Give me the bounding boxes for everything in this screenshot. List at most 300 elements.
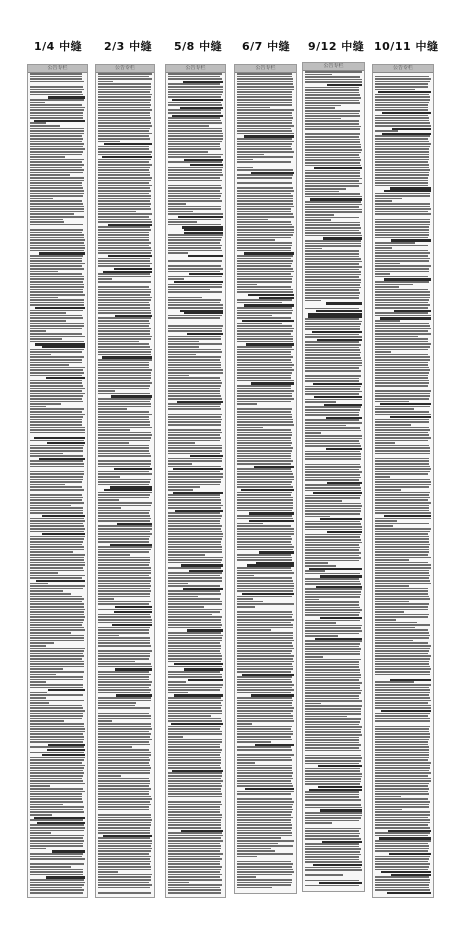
text-line xyxy=(30,663,84,665)
text-line xyxy=(375,276,428,278)
text-line xyxy=(30,133,84,135)
text-line xyxy=(98,416,149,418)
text-line xyxy=(168,624,222,626)
text-line xyxy=(30,78,82,80)
text-line xyxy=(305,776,362,778)
column-header: 公告专栏 xyxy=(303,63,364,71)
text-line xyxy=(305,804,361,806)
text-line xyxy=(237,533,294,535)
text-line xyxy=(30,564,85,566)
text-line xyxy=(168,606,204,608)
text-line xyxy=(375,486,429,488)
text-line xyxy=(237,837,281,839)
text-line xyxy=(375,861,428,863)
text-line xyxy=(237,494,291,496)
text-line xyxy=(98,525,152,527)
text-line xyxy=(30,882,85,884)
text-line xyxy=(375,525,393,527)
text-line xyxy=(168,861,220,863)
text-line xyxy=(98,382,152,384)
text-line xyxy=(30,403,61,405)
text-line xyxy=(375,611,404,613)
text-line xyxy=(168,421,221,423)
text-line xyxy=(305,711,361,713)
text-line xyxy=(305,799,361,801)
text-line xyxy=(30,544,82,546)
text-line xyxy=(98,614,150,616)
text-line xyxy=(237,232,294,234)
text-line xyxy=(237,193,291,195)
text-line xyxy=(237,700,293,702)
text-line xyxy=(98,122,151,124)
text-line xyxy=(98,637,150,639)
text-line xyxy=(305,323,361,325)
text-line xyxy=(305,92,359,94)
text-line xyxy=(375,258,430,260)
text-line xyxy=(237,775,292,777)
text-line xyxy=(30,780,83,782)
text-line xyxy=(375,835,428,837)
text-line xyxy=(30,570,84,572)
text-line xyxy=(30,369,83,371)
text-line xyxy=(168,206,221,208)
text-line xyxy=(237,385,291,387)
text-line xyxy=(98,128,150,130)
text-line xyxy=(98,377,151,379)
text-line xyxy=(98,879,151,881)
text-line xyxy=(305,471,362,473)
text-line xyxy=(237,645,293,647)
text-line xyxy=(375,237,428,239)
text-line xyxy=(305,375,361,377)
text-line xyxy=(98,889,152,891)
text-line xyxy=(98,187,150,189)
text-line xyxy=(168,146,220,148)
text-line xyxy=(375,707,431,709)
text-line xyxy=(375,325,430,327)
text-line xyxy=(98,367,149,369)
text-line xyxy=(375,182,428,184)
text-line xyxy=(98,411,149,413)
text-line xyxy=(237,128,291,130)
text-line xyxy=(98,710,152,712)
text-line xyxy=(168,128,222,130)
text-line xyxy=(30,86,83,88)
text-line xyxy=(237,845,293,847)
text-line xyxy=(30,122,46,124)
text-line xyxy=(30,770,83,772)
text-line xyxy=(168,294,223,296)
text-line xyxy=(237,723,252,725)
text-line xyxy=(98,406,151,408)
text-line xyxy=(168,388,220,390)
text-line xyxy=(30,198,53,200)
text-line xyxy=(30,583,48,585)
text-line xyxy=(305,583,361,585)
text-line xyxy=(237,416,292,418)
text-line xyxy=(168,359,220,361)
text-line xyxy=(168,726,221,728)
text-line xyxy=(375,232,429,234)
text-line xyxy=(98,453,150,455)
text-line xyxy=(305,461,362,463)
text-line xyxy=(375,622,417,624)
text-line xyxy=(168,382,222,384)
text-line xyxy=(98,661,135,663)
text-line xyxy=(375,811,430,813)
text-line xyxy=(237,94,292,96)
text-line xyxy=(375,242,415,244)
text-line xyxy=(30,843,83,845)
text-line xyxy=(168,271,220,273)
text-line xyxy=(375,250,428,252)
text-line xyxy=(237,86,294,88)
text-line xyxy=(30,481,82,483)
text-line xyxy=(305,544,359,546)
text-line xyxy=(237,226,294,228)
text-line xyxy=(168,715,211,717)
text-line xyxy=(305,401,336,403)
text-line xyxy=(30,440,84,442)
text-line xyxy=(375,577,429,579)
text-line xyxy=(237,726,292,728)
text-line xyxy=(168,486,200,488)
text-line xyxy=(305,495,361,497)
text-line xyxy=(30,117,83,119)
text-line xyxy=(30,606,84,608)
text-line xyxy=(168,372,223,374)
text-line xyxy=(305,594,361,596)
text-line xyxy=(237,767,292,769)
text-line xyxy=(168,791,221,793)
text-line xyxy=(168,250,222,252)
text-line xyxy=(30,73,82,75)
text-line xyxy=(98,720,112,722)
text-line xyxy=(375,125,431,127)
text-line xyxy=(305,703,321,705)
text-line xyxy=(375,107,428,109)
text-line xyxy=(375,533,428,535)
text-line xyxy=(237,499,293,501)
text-line xyxy=(168,476,223,478)
text-line xyxy=(30,874,83,876)
text-line xyxy=(375,156,429,158)
text-line xyxy=(375,476,390,478)
text-line xyxy=(98,115,150,117)
text-line xyxy=(30,879,84,881)
text-line xyxy=(98,245,149,247)
text-line xyxy=(237,109,294,111)
notice-column-10-11 xyxy=(372,64,434,898)
text-line xyxy=(98,736,150,738)
text-line xyxy=(387,892,431,894)
text-line xyxy=(237,291,293,293)
text-line xyxy=(237,619,294,621)
text-line xyxy=(168,531,222,533)
text-line xyxy=(98,232,149,234)
text-line xyxy=(237,138,292,140)
text-line xyxy=(30,180,84,182)
text-line xyxy=(30,531,84,533)
text-line xyxy=(168,593,221,595)
text-line xyxy=(98,856,151,858)
text-line xyxy=(30,161,82,163)
text-line xyxy=(375,531,430,533)
text-line xyxy=(305,380,359,382)
text-line xyxy=(168,702,221,704)
text-line xyxy=(168,884,222,886)
text-line xyxy=(168,286,222,288)
text-line xyxy=(237,198,293,200)
text-line xyxy=(168,276,222,278)
text-line xyxy=(237,752,294,754)
text-line xyxy=(30,408,84,410)
text-line xyxy=(98,182,149,184)
column-text-body xyxy=(375,73,431,895)
text-line xyxy=(375,479,430,481)
text-line xyxy=(168,827,221,829)
text-line xyxy=(237,276,293,278)
text-line xyxy=(30,388,85,390)
text-line xyxy=(168,307,223,309)
notice-column-5-8 xyxy=(165,64,226,898)
text-line xyxy=(305,742,359,744)
text-line xyxy=(237,325,292,327)
text-line xyxy=(375,671,430,673)
text-line xyxy=(168,234,223,236)
text-line xyxy=(30,765,85,767)
text-line xyxy=(237,715,293,717)
text-line xyxy=(305,625,362,627)
text-line xyxy=(237,637,293,639)
text-line xyxy=(305,503,361,505)
text-line xyxy=(305,516,330,518)
text-line xyxy=(237,289,293,291)
text-line xyxy=(305,206,359,208)
text-line xyxy=(237,432,292,434)
text-line xyxy=(168,518,221,520)
text-line xyxy=(305,245,361,247)
text-line xyxy=(98,827,150,829)
text-line xyxy=(30,858,85,860)
text-line xyxy=(48,689,85,691)
text-line xyxy=(237,588,294,590)
text-line xyxy=(375,177,428,179)
text-line xyxy=(168,772,222,774)
text-line xyxy=(168,817,222,819)
text-line xyxy=(375,806,429,808)
text-line xyxy=(375,333,431,335)
text-line xyxy=(237,887,272,889)
text-line xyxy=(237,203,293,205)
text-line xyxy=(375,728,429,730)
text-line xyxy=(305,601,359,603)
text-line xyxy=(30,302,84,304)
text-line xyxy=(30,728,85,730)
text-line xyxy=(98,663,151,665)
text-line xyxy=(305,113,359,115)
text-line xyxy=(30,523,83,525)
text-line xyxy=(305,141,360,143)
text-line xyxy=(375,585,409,587)
text-line xyxy=(305,466,361,468)
text-line xyxy=(305,869,362,871)
text-line xyxy=(98,531,150,533)
text-line xyxy=(98,455,151,457)
text-line xyxy=(305,276,359,278)
text-line xyxy=(237,544,292,546)
text-line xyxy=(305,825,362,827)
text-line xyxy=(375,343,431,345)
text-line xyxy=(30,367,85,369)
text-line xyxy=(375,440,428,442)
text-line xyxy=(375,221,430,223)
text-line xyxy=(237,89,294,91)
text-line xyxy=(98,440,150,442)
text-line xyxy=(98,674,151,676)
text-line xyxy=(237,843,278,845)
text-line xyxy=(168,853,223,855)
text-line xyxy=(237,221,291,223)
text-line xyxy=(305,885,359,887)
text-line xyxy=(168,814,222,816)
text-line xyxy=(305,812,362,814)
text-line xyxy=(98,481,150,483)
text-line xyxy=(237,830,291,832)
text-line xyxy=(30,684,83,686)
text-line xyxy=(305,622,336,624)
text-line xyxy=(237,622,291,624)
text-line xyxy=(375,796,401,798)
text-line xyxy=(305,724,359,726)
text-line xyxy=(375,801,430,803)
text-line xyxy=(375,219,430,221)
text-line xyxy=(98,876,151,878)
text-line xyxy=(98,83,151,85)
text-line xyxy=(30,739,84,741)
text-line xyxy=(30,315,82,317)
text-line xyxy=(168,793,222,795)
text-line xyxy=(168,809,220,811)
text-line xyxy=(168,367,221,369)
text-line xyxy=(98,185,152,187)
text-line xyxy=(375,419,429,421)
text-line xyxy=(375,694,429,696)
text-line xyxy=(237,486,293,488)
text-line xyxy=(98,858,150,860)
text-line xyxy=(237,130,292,132)
text-line xyxy=(188,679,223,681)
text-line xyxy=(375,359,430,361)
text-line xyxy=(237,866,292,868)
text-line xyxy=(168,590,220,592)
text-line xyxy=(98,151,152,153)
text-line xyxy=(237,661,294,663)
text-line xyxy=(375,544,430,546)
text-line xyxy=(98,863,150,865)
text-line xyxy=(98,793,149,795)
text-line xyxy=(375,429,430,431)
text-line xyxy=(237,208,291,210)
text-line xyxy=(98,146,149,148)
text-line xyxy=(98,180,151,182)
text-line xyxy=(98,434,152,436)
text-line xyxy=(305,422,362,424)
text-line xyxy=(30,148,85,150)
text-line xyxy=(237,710,293,712)
text-line xyxy=(30,473,84,475)
text-line xyxy=(237,783,292,785)
text-line xyxy=(168,728,220,730)
text-line xyxy=(305,469,359,471)
text-line xyxy=(30,333,82,335)
text-line xyxy=(168,187,222,189)
text-line xyxy=(375,668,431,670)
text-line xyxy=(375,161,428,163)
text-line xyxy=(237,653,291,655)
text-line xyxy=(305,817,361,819)
text-line xyxy=(237,611,292,613)
text-line xyxy=(30,528,85,530)
text-line xyxy=(375,367,429,369)
text-line xyxy=(98,616,151,618)
text-line xyxy=(375,726,430,728)
text-line xyxy=(30,424,82,426)
text-line xyxy=(98,351,151,353)
text-line xyxy=(168,278,184,280)
text-line xyxy=(237,692,291,694)
text-line xyxy=(168,759,221,761)
text-line xyxy=(30,596,82,598)
text-line xyxy=(168,572,222,574)
text-line xyxy=(30,432,85,434)
text-line xyxy=(98,206,150,208)
text-line xyxy=(237,258,291,260)
text-line xyxy=(98,325,149,327)
text-line xyxy=(305,539,361,541)
text-line xyxy=(305,560,359,562)
text-line xyxy=(305,328,360,330)
text-line xyxy=(375,754,429,756)
text-line xyxy=(375,788,429,790)
text-line xyxy=(168,356,221,358)
text-line xyxy=(30,112,83,114)
text-line xyxy=(98,380,150,382)
text-line xyxy=(30,208,84,210)
text-line xyxy=(98,528,152,530)
text-line xyxy=(305,721,360,723)
text-line xyxy=(237,247,291,249)
text-line xyxy=(237,83,293,85)
text-line xyxy=(168,741,222,743)
text-line xyxy=(168,198,220,200)
text-line xyxy=(30,255,83,257)
text-line xyxy=(168,89,223,91)
text-line xyxy=(168,414,222,416)
text-line xyxy=(168,575,220,577)
text-line xyxy=(375,437,431,439)
text-line xyxy=(30,102,45,104)
text-line xyxy=(375,674,430,676)
text-line xyxy=(168,338,221,340)
text-line xyxy=(375,882,430,884)
text-line xyxy=(237,141,294,143)
text-line xyxy=(305,854,361,856)
text-line xyxy=(168,489,193,491)
text-line xyxy=(30,99,84,101)
text-line xyxy=(30,762,82,764)
text-line xyxy=(237,395,292,397)
